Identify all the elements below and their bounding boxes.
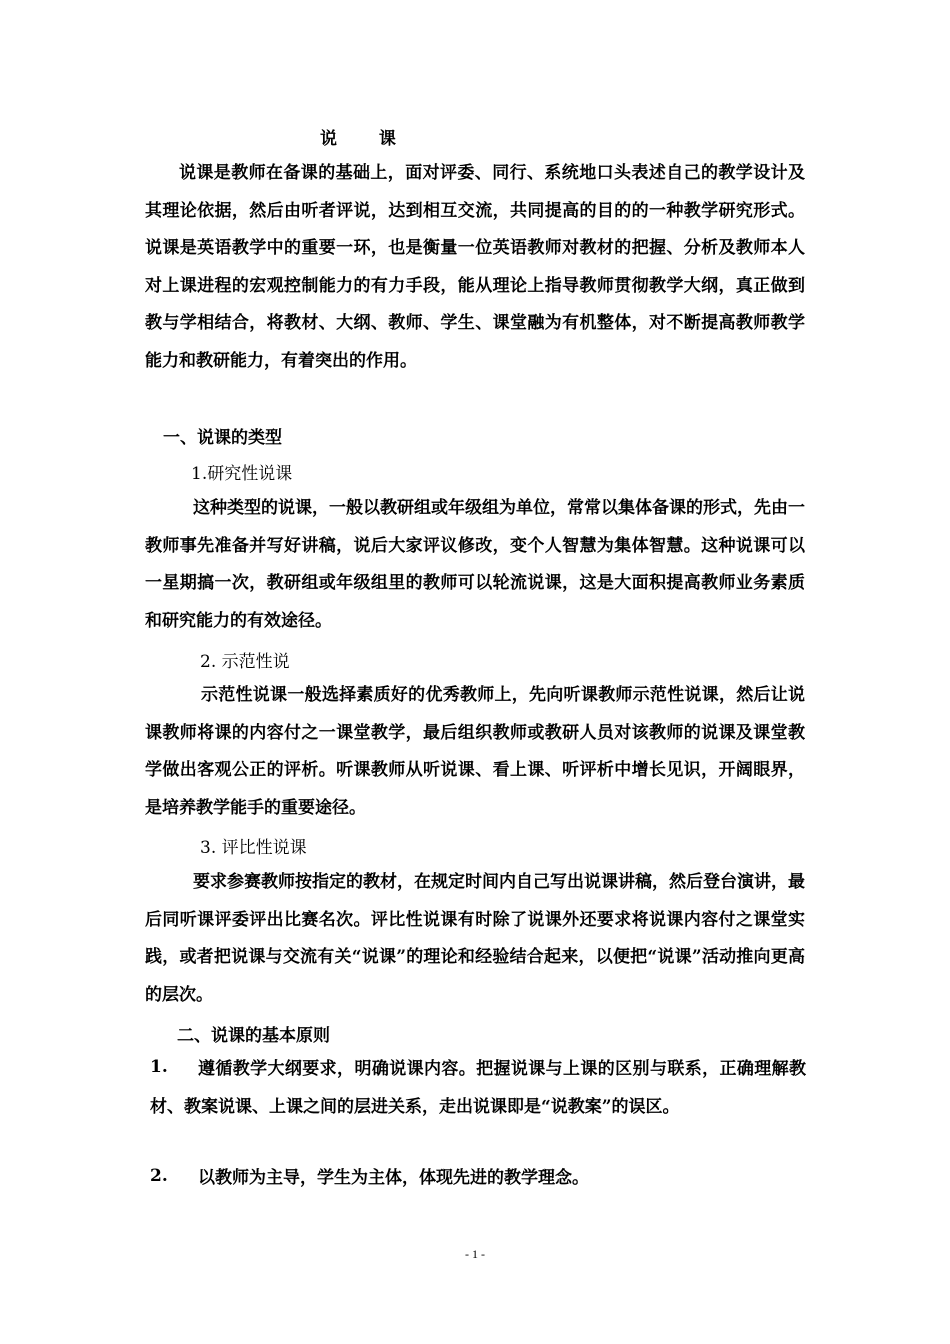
paragraph-contest-lecture: 要求参赛教师按指定的教材，在规定时间内自己写出说课讲稿，然后登台演讲，最后同听课评委评出比赛名次。评比性说课有时除了说课外还要求将说课内容付之课堂实践，或者把说课与交流有关“说课”的理论和经验结合起来，以便把“说课”活动推向更高的层次。 bbox=[145, 872, 805, 1005]
principle-text: 以教师为主导，学生为主体，体现先进的教学理念。 bbox=[198, 1168, 589, 1188]
subheading-contest-lecture: 3. 评比性说课 bbox=[200, 838, 307, 858]
paragraph-research-lecture: 这种类型的说课，一般以教研组或年级组为单位，常常以集体备课的形式，先由一教师事先准备并写好讲稿，说后大家评议修改，变个人智慧为集体智慧。这种说课可以一星期搞一次，教研组或年级组里的教师可以轮流说课，这是大面积提高教师业务素质和研究能力的有效途径。 bbox=[145, 498, 805, 631]
section-heading-principles: 二、说课的基本原则 bbox=[177, 1026, 330, 1046]
page-number: - 1 - bbox=[465, 1247, 485, 1261]
paragraph-demo-lecture: 示范性说课一般选择素质好的优秀教师上，先向听课教师示范性说课，然后让说课教师将课的内容付之一课堂教学，最后组织教师或教研人员对该教师的说课及课堂教学做出客观公正的评析。听课教师从听说课、看上课、听评析中增长见识，开阔眼界，是培养教学能手的重要途径。 bbox=[145, 685, 805, 818]
principle-number: 1. bbox=[150, 1057, 168, 1077]
principle-text: 遵循教学大纲要求，明确说课内容。把握说课与上课的区别与联系，正确理解教材、教案说课、上课之间的层进关系，走出说课即是“说教案”的误区。 bbox=[150, 1059, 806, 1117]
page-title: 说 课 bbox=[320, 129, 414, 149]
intro-paragraph: 说课是教师在备课的基础上，面对评委、同行、系统地口头表述自己的教学设计及其理论依据，然后由听者评说，达到相互交流，共同提高的目的的一种教学研究形式。说课是英语教学中的重要一环，也是衡量一位英语教师对教材的把握、分析及教师本人对上课进程的宏观控制能力的有力手段，能从理论上指导教师贯彻教学大纲，真正做到教与学相结合，将教材、大纲、教师、学生、课堂融为有机整体，对不断提高教师教学能力和教研能力，有着突出的作用。 bbox=[145, 163, 805, 371]
section-heading-types: 一、说课的类型 bbox=[163, 428, 282, 448]
subheading-demo-lecture: 2. 示范性说 bbox=[200, 652, 290, 672]
subheading-research-lecture: 1.研究性说课 bbox=[191, 464, 293, 484]
principle-number: 2. bbox=[150, 1166, 168, 1186]
